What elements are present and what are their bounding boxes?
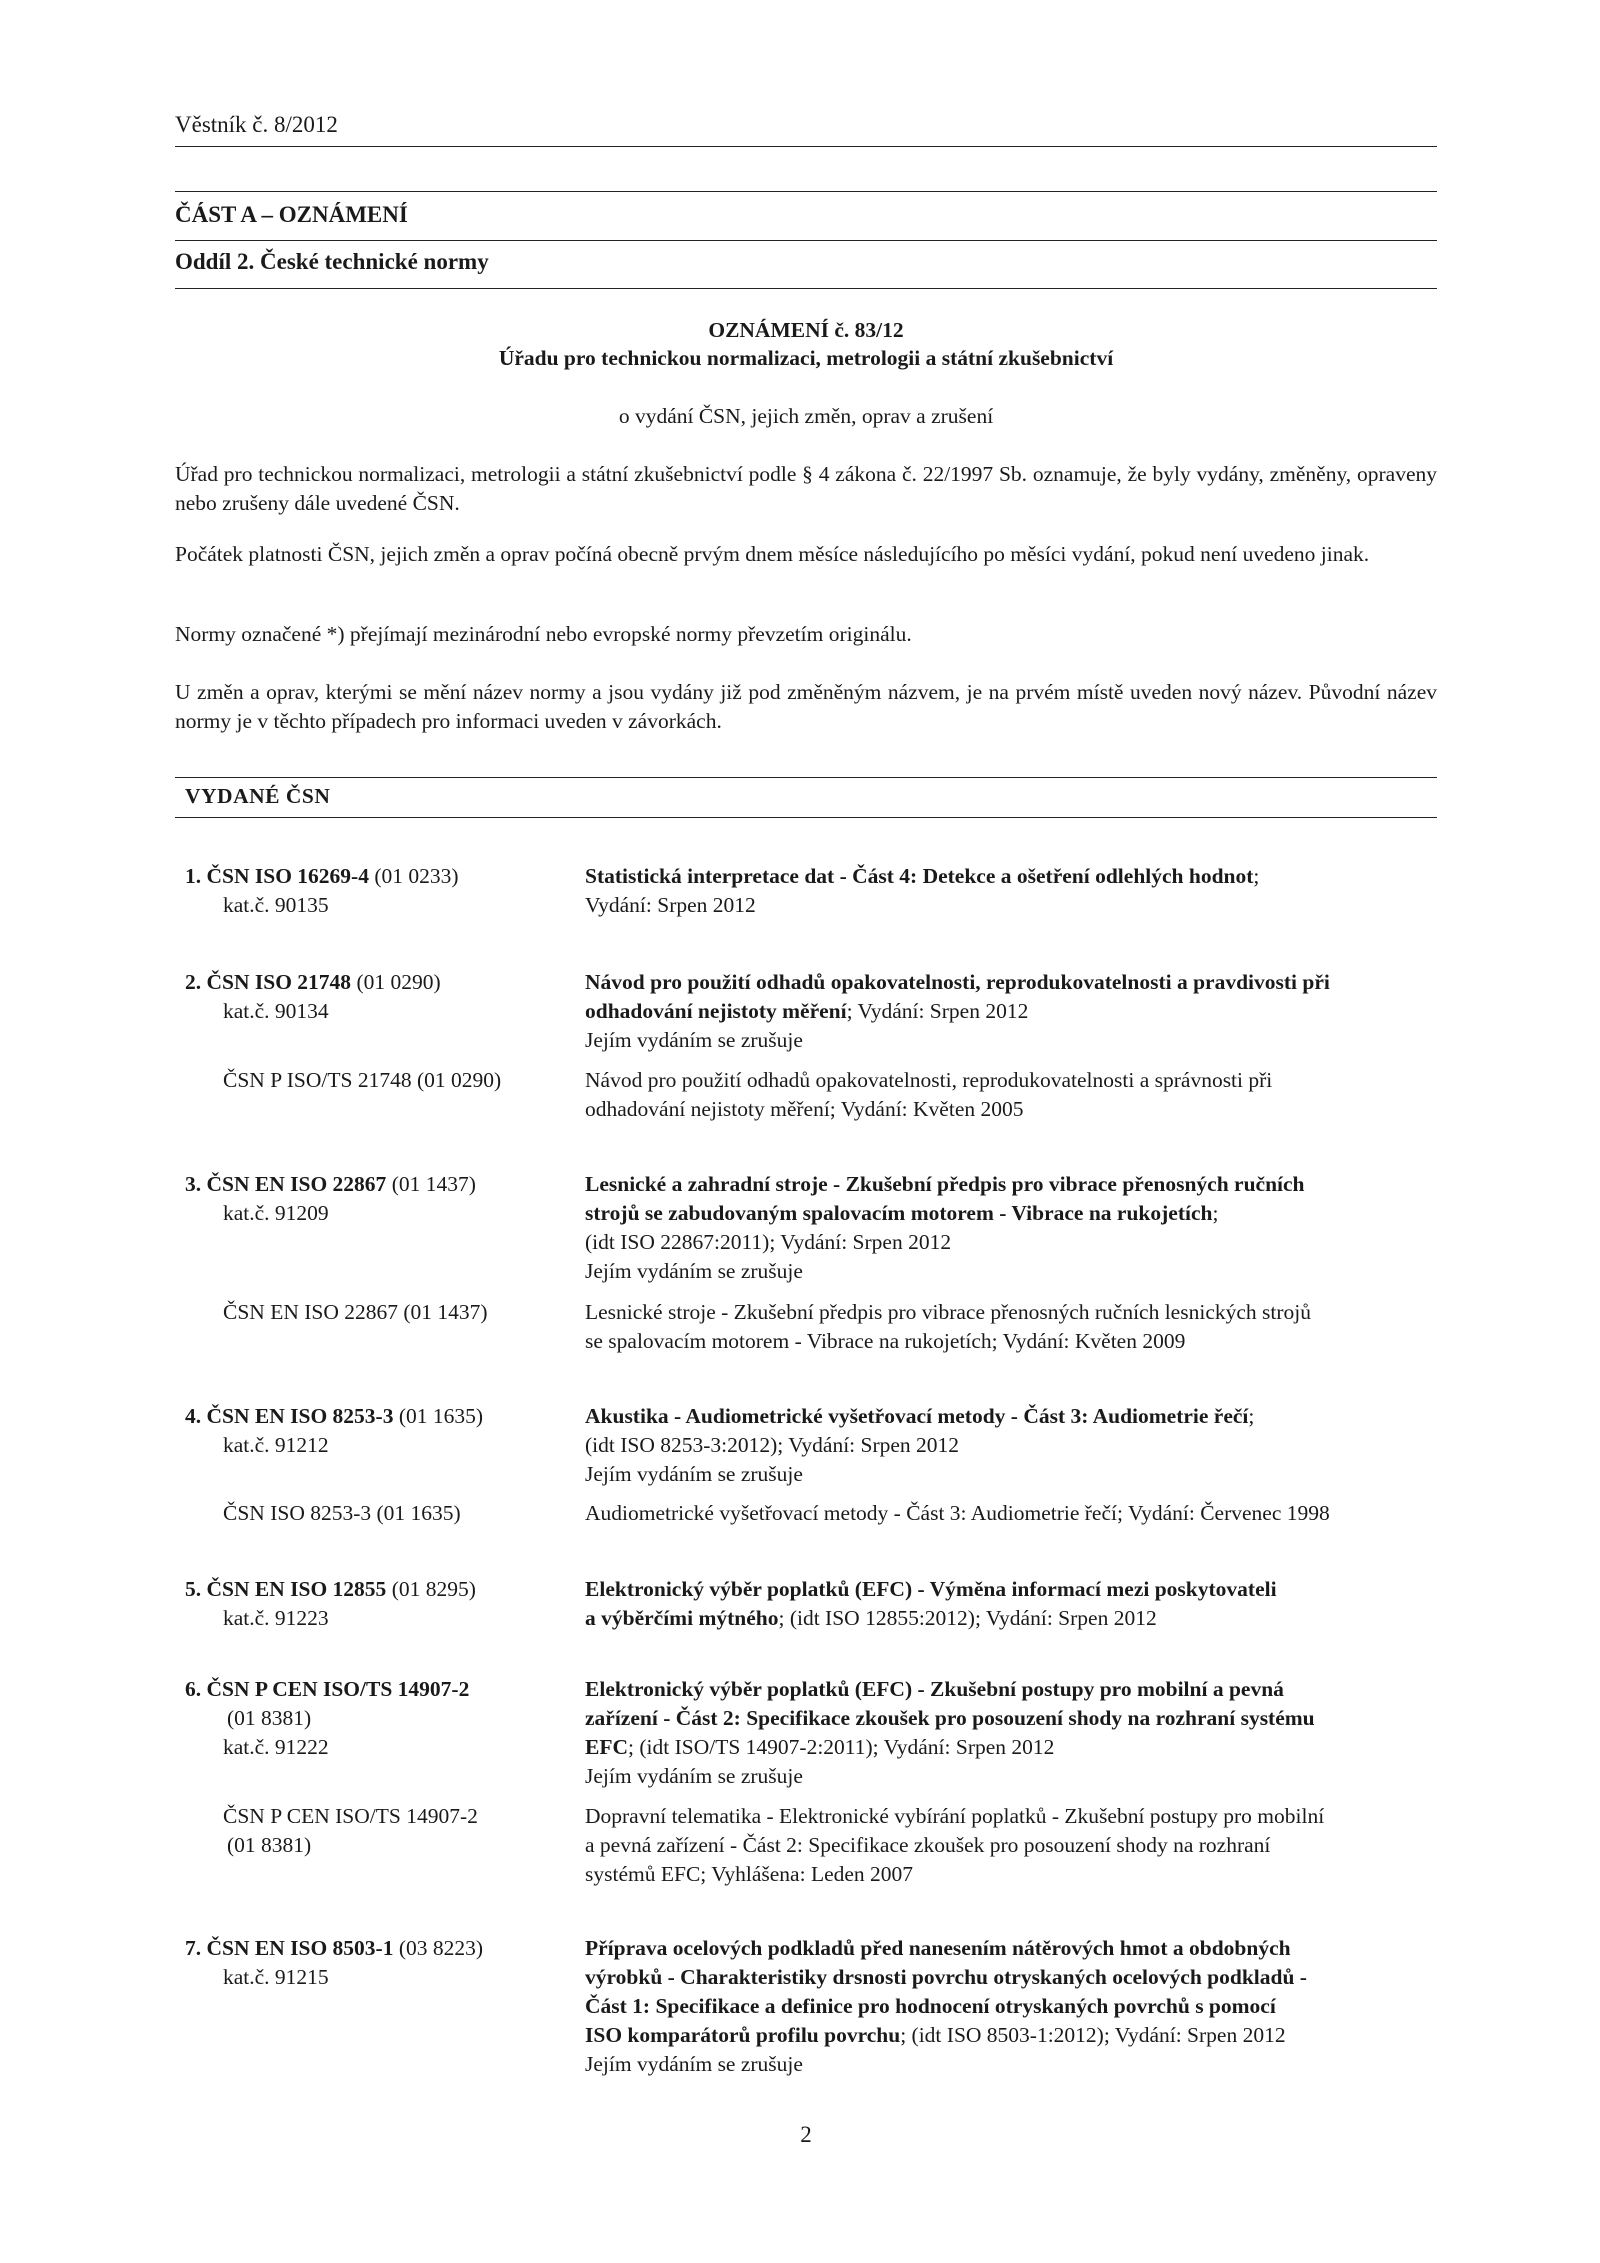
- replaced-title: Návod pro použití odhadů opakovatelnosti, reprodukovatelnosti a správnosti při: [585, 1068, 1273, 1092]
- standard-code: ČSN EN ISO 8253-3: [206, 1404, 394, 1428]
- replaced-title: systémů EFC; Vyhlášena: Leden 2007: [585, 1862, 914, 1886]
- renaming-paragraph: U změn a oprav, kterými se mění název normy a jsou vydány již pod změněným názvem, je na prvém místě uveden nový název. Původní název normy je v těchto případech pro informaci uveden v závorkách.: [175, 680, 1437, 733]
- standard-code: ČSN ISO 16269-4: [206, 864, 369, 888]
- standard-title: Statistická interpretace dat - Část 4: Detekce a ošetření odlehlých hodnot: [585, 864, 1254, 888]
- class-code: (01 1437): [391, 1172, 476, 1196]
- standard-code: ČSN EN ISO 8503-1: [206, 1936, 394, 1960]
- catalog-number: kat.č. 91212: [223, 1433, 329, 1457]
- page-number: 2: [800, 2122, 812, 2147]
- entry-number: 3.: [185, 1172, 202, 1196]
- replaced-code: ČSN P CEN ISO/TS 14907-2: [223, 1804, 478, 1828]
- replaced-code: ČSN EN ISO 22867 (01 1437): [223, 1300, 488, 1324]
- standard-title: Lesnické a zahradní stroje - Zkušební předpis pro vibrace přenosných ručních: [585, 1172, 1305, 1196]
- catalog-number: kat.č. 91223: [223, 1606, 329, 1630]
- issued-heading: VYDANÉ ČSN: [185, 784, 331, 808]
- validity-paragraph: Počátek platnosti ČSN, jejich změn a oprav počíná obecně prvým dnem měsíce následujícího po měsíci vydání, pokud není uvedeno jinak.: [175, 542, 1370, 566]
- class-code: (01 8295): [391, 1577, 476, 1601]
- replaced-title: odhadování nejistoty měření; Vydání: Květen 2005: [585, 1097, 1024, 1121]
- class-code: (01 0233): [374, 864, 459, 888]
- part-rule-bottom: [175, 240, 1437, 241]
- catalog-number: kat.č. 91215: [223, 1965, 329, 1989]
- issued-rule-top: [175, 777, 1437, 778]
- catalog-number: kat.č. 91222: [223, 1735, 329, 1759]
- title-suffix: ; (idt ISO 8503-1:2012); Vydání: Srpen 2012: [900, 2023, 1286, 2047]
- adoption-paragraph: Normy označené *) přejímají mezinárodní nebo evropské normy převzetím originálu.: [175, 622, 912, 646]
- standard-title: Akustika - Audiometrické vyšetřovací metody - Část 3: Audiometrie řečí: [585, 1404, 1249, 1428]
- title-suffix: ; (idt ISO/TS 14907-2:2011); Vydání: Srpen 2012: [628, 1735, 1055, 1759]
- standard-code: ČSN P CEN ISO/TS 14907-2: [206, 1677, 470, 1701]
- class-code: (01 0290): [356, 970, 441, 994]
- part-rule-top: [175, 191, 1437, 192]
- entry-number: 5.: [185, 1577, 202, 1601]
- entry-number: 7.: [185, 1936, 202, 1960]
- cancels-label: Jejím vydáním se zrušuje: [585, 1462, 803, 1486]
- issued-rule-bottom: [175, 817, 1437, 818]
- replaced-title: Dopravní telematika - Elektronické vybírání poplatků - Zkušební postupy pro mobilní: [585, 1804, 1325, 1828]
- entry-number: 2.: [185, 970, 202, 994]
- cancels-label: Jejím vydáním se zrušuje: [585, 1764, 803, 1788]
- entry-number: 6.: [185, 1677, 202, 1701]
- journal-header: Věstník č. 8/2012: [175, 112, 338, 137]
- standard-title: Část 1: Specifikace a definice pro hodnocení otryskaných povrchů s pomocí: [585, 1994, 1276, 2018]
- replaced-code: ČSN ISO 8253-3 (01 1635): [223, 1501, 461, 1525]
- cancels-label: Jejím vydáním se zrušuje: [585, 1028, 803, 1052]
- title-suffix: ; (idt ISO 12855:2012); Vydání: Srpen 2012: [778, 1606, 1157, 1630]
- class-code: (01 1635): [398, 1404, 484, 1428]
- standard-code: ČSN EN ISO 12855: [206, 1577, 387, 1601]
- part-title: ČÁST A – OZNÁMENÍ: [175, 202, 408, 227]
- entry-number: 4.: [185, 1404, 202, 1428]
- catalog-number: kat.č. 91209: [223, 1201, 329, 1225]
- standard-title: EFC: [585, 1735, 628, 1759]
- title-suffix: ;: [1248, 1404, 1255, 1428]
- standard-title: výrobků - Charakteristiky drsnosti povrchu otryskaných ocelových podkladů -: [585, 1965, 1307, 1989]
- standard-code: ČSN EN ISO 22867: [206, 1172, 387, 1196]
- replaced-title: se spalovacím motorem - Vibrace na rukojetích; Vydání: Květen 2009: [585, 1329, 1186, 1353]
- catalog-number: kat.č. 90134: [223, 999, 329, 1023]
- section-rule: [175, 288, 1437, 289]
- section-title: Oddíl 2. České technické normy: [175, 249, 489, 274]
- catalog-number: kat.č. 90135: [223, 893, 329, 917]
- entry-number: 1.: [185, 864, 202, 888]
- class-code: (01 8381): [227, 1706, 312, 1730]
- replaced-title: a pevná zařízení - Část 2: Specifikace zkoušek pro posouzení shody na rozhraní: [585, 1833, 1271, 1857]
- notice-subject: o vydání ČSN, jejich změn, oprav a zrušení: [618, 404, 994, 428]
- replaced-title: Audiometrické vyšetřovací metody - Část 3: Audiometrie řečí; Vydání: Červenec 1998: [585, 1501, 1330, 1525]
- standard-title: a výběrčími mýtného: [585, 1606, 779, 1630]
- replaced-title: Lesnické stroje - Zkušební předpis pro vibrace přenosných ručních lesnických strojů: [585, 1300, 1312, 1324]
- standard-title: zařízení - Část 2: Specifikace zkoušek pro posouzení shody na rozhraní systému: [585, 1706, 1315, 1730]
- standard-title: Elektronický výběr poplatků (EFC) - Zkušební postupy pro mobilní a pevná: [585, 1677, 1284, 1701]
- class-code: (03 8223): [398, 1936, 484, 1960]
- title-suffix: ;: [1253, 864, 1260, 888]
- standard-code: ČSN ISO 21748: [206, 970, 352, 994]
- standard-title: strojů se zabudovaným spalovacím motorem - Vibrace na rukojetích: [585, 1201, 1213, 1225]
- issue-info: (idt ISO 8253-3:2012); Vydání: Srpen 2012: [585, 1433, 960, 1457]
- standard-title: Elektronický výběr poplatků (EFC) - Výměna informací mezi poskytovateli: [585, 1577, 1277, 1601]
- standard-title: odhadování nejistoty měření: [585, 999, 847, 1023]
- issue-info: Vydání: Srpen 2012: [585, 893, 756, 917]
- title-suffix: ; Vydání: Srpen 2012: [846, 999, 1029, 1023]
- cancels-label: Jejím vydáním se zrušuje: [585, 1259, 803, 1283]
- issue-info: (idt ISO 22867:2011); Vydání: Srpen 2012: [585, 1230, 952, 1254]
- notice-issuer: Úřadu pro technickou normalizaci, metrologii a státní zkušebnictví: [498, 346, 1114, 370]
- standard-title: Návod pro použití odhadů opakovatelnosti, reprodukovatelnosti a pravdivosti při: [585, 970, 1330, 994]
- cancels-label: Jejím vydáním se zrušuje: [585, 2052, 803, 2076]
- standard-title: ISO komparátorů profilu povrchu: [585, 2023, 901, 2047]
- title-suffix: ;: [1212, 1201, 1219, 1225]
- replaced-code: ČSN P ISO/TS 21748 (01 0290): [223, 1068, 502, 1092]
- standard-title: Příprava ocelových podkladů před nanesením nátěrových hmot a obdobných: [585, 1936, 1291, 1960]
- notice-number: OZNÁMENÍ č. 83/12: [708, 318, 904, 342]
- header-rule: [175, 146, 1437, 147]
- intro-paragraph: Úřad pro technickou normalizaci, metrologii a státní zkušebnictví podle § 4 zákona č. 22/1997 Sb. oznamuje, že byly vydány, změněny, opraveny nebo zrušeny dále uvedené ČSN.: [175, 462, 1437, 515]
- replaced-class-code: (01 8381): [227, 1833, 312, 1857]
